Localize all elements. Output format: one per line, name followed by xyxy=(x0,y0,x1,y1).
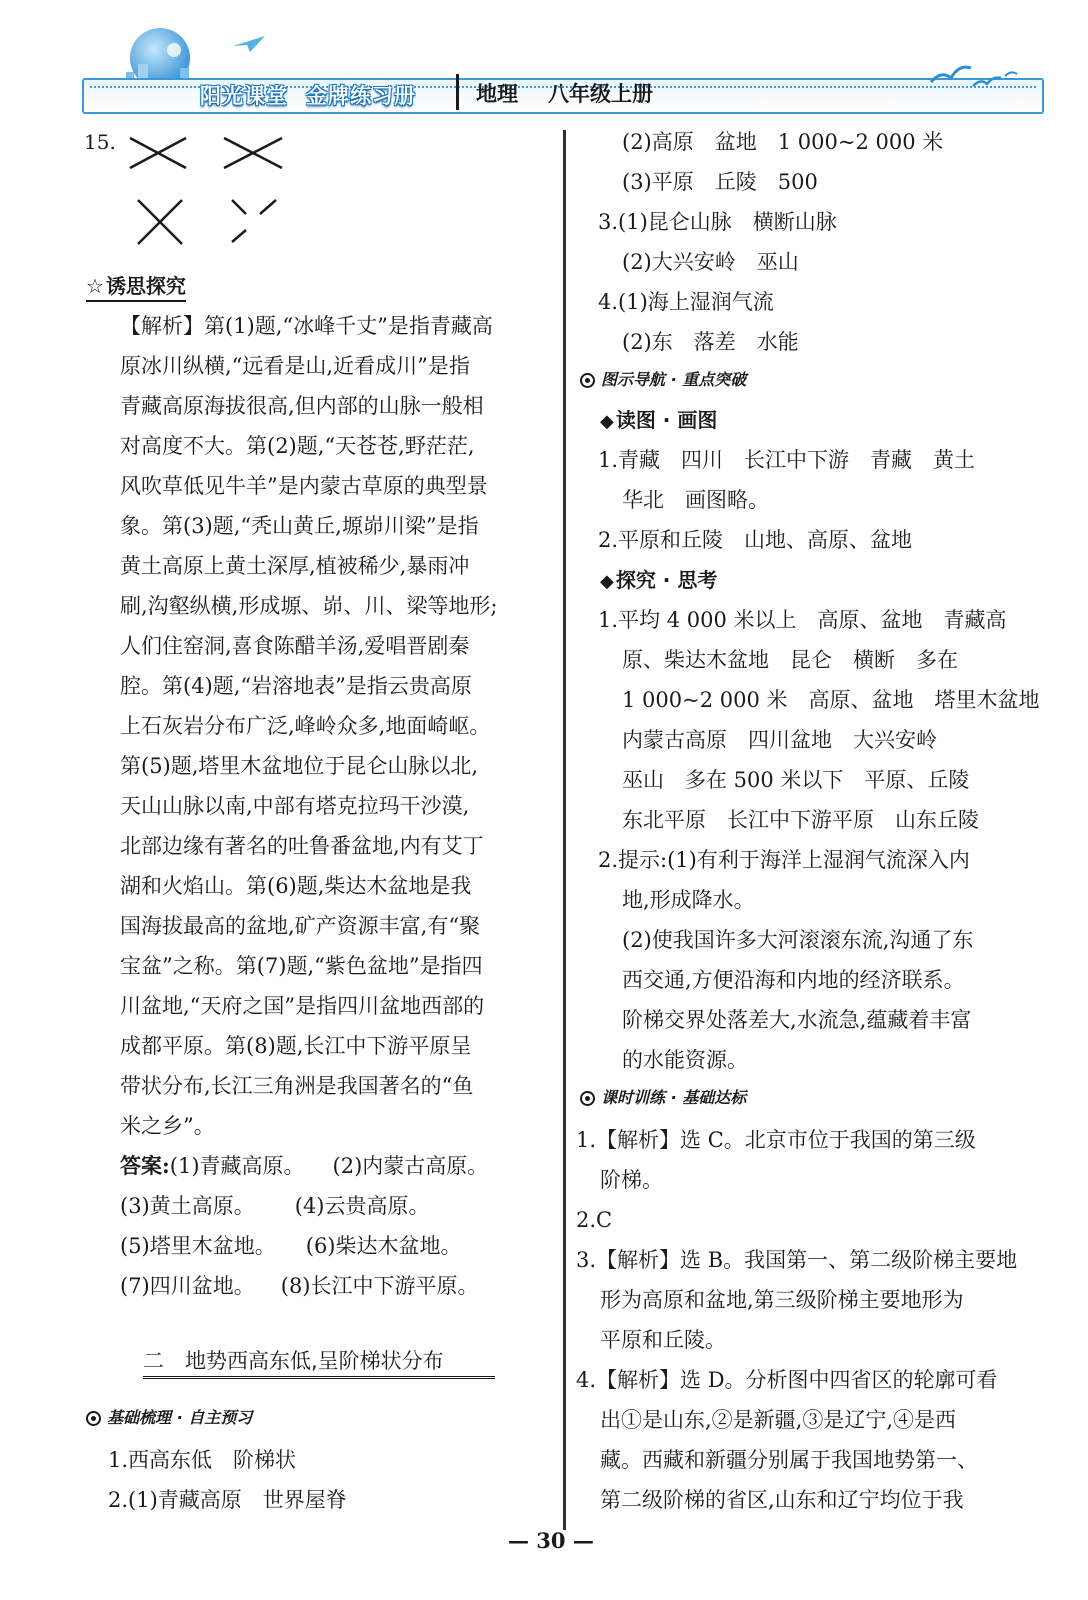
answer-line: (3)平原 丘陵 500 xyxy=(622,170,818,194)
answer-line: 西交通,方便沿海和内地的经济联系。 xyxy=(622,968,965,992)
answer-line: 平原和丘陵。 xyxy=(600,1328,726,1352)
header-separator xyxy=(456,74,459,110)
answer-line: (2)使我国许多大河滚滚东流,沟通了东 xyxy=(622,928,974,952)
answer-label: 答案: xyxy=(120,1153,170,1178)
answer-item: (3)黄土高原。 xyxy=(120,1194,255,1218)
analysis-line: 北部边缘有著名的吐鲁番盆地,内有艾丁 xyxy=(120,834,484,858)
analysis-line: 黄土高原上黄土深厚,植被稀少,暴雨冲 xyxy=(120,554,470,578)
column-divider xyxy=(563,130,566,1530)
analysis-line: 【解析】第(1)题,“冰峰千丈”是指青藏高 xyxy=(120,314,493,338)
answer-item: (4)云贵高原。 xyxy=(294,1194,430,1218)
subheading-read-draw xyxy=(600,406,717,434)
section-tag-text: 图示导航 · 重点突破 xyxy=(601,370,747,389)
answer-line: 2.平原和丘陵 山地、高原、盆地 xyxy=(598,528,913,552)
question-15-number: 15. xyxy=(84,130,116,154)
answer-line: 形为高原和盆地,第三级阶梯主要地形为 xyxy=(600,1288,964,1312)
answer-line: 4.(1)海上湿润气流 xyxy=(598,290,774,314)
star-icon: ☆ xyxy=(86,274,104,298)
answer-line: 4.【解析】选 D。分析图中四省区的轮廓可看 xyxy=(576,1368,998,1392)
answer-row xyxy=(120,1192,430,1220)
subheading-text: 读图 · 画图 xyxy=(615,408,718,432)
answer-line: 的水能资源。 xyxy=(622,1048,748,1072)
answer-line: 2.C xyxy=(576,1208,613,1232)
answer-line: 1.青藏 四川 长江中下游 青藏 黄土 xyxy=(598,448,976,472)
section-tag-map xyxy=(580,368,746,392)
diamond-bullet-icon: ◆ xyxy=(600,411,614,432)
analysis-line: 湖和火焰山。第(6)题,柴达木盆地是我 xyxy=(120,874,472,898)
answer-item: (5)塔里木盆地。 xyxy=(120,1234,276,1258)
answer-row xyxy=(120,1232,462,1260)
answer-line: 1.平均 4 000 米以上 高原、盆地 青藏高 xyxy=(598,608,1007,632)
matching-lines-diagram xyxy=(120,130,300,250)
lesson-title: 二 地势西高东低,呈阶梯状分布 xyxy=(143,1346,495,1379)
answer-row xyxy=(120,1152,488,1180)
analysis-line: 川盆地,“天府之国”是指四川盆地西部的 xyxy=(120,994,485,1018)
analysis-line: 象。第(3)题,“秃山黄丘,塬峁川梁”是指 xyxy=(120,514,479,538)
brand-name-2: 金牌练习册 xyxy=(306,84,416,108)
answer-line: 东北平原 长江中下游平原 山东丘陵 xyxy=(622,808,979,832)
diamond-bullet-icon: ◆ xyxy=(600,571,614,592)
basic-answer-line: 1.西高东低 阶梯状 xyxy=(108,1448,297,1472)
analysis-line: 成都平原。第(8)题,长江中下游平原呈 xyxy=(120,1034,472,1058)
answer-line: 巫山 多在 500 米以下 平原、丘陵 xyxy=(622,768,970,792)
answer-line: 阶梯交界处落差大,水流急,蕴藏着丰富 xyxy=(622,1008,972,1032)
answer-item: (6)柴达木盆地。 xyxy=(305,1234,462,1258)
analysis-line: 带状分布,长江三角洲是我国著名的“鱼 xyxy=(120,1074,474,1098)
answer-item: (2)内蒙古高原。 xyxy=(332,1154,489,1178)
brand-name-1: 阳光课堂 xyxy=(200,84,288,108)
analysis-line: 米之乡”。 xyxy=(120,1114,215,1138)
answer-line: 藏。西藏和新疆分别属于我国地势第一、 xyxy=(600,1448,978,1472)
answer-line: (2)大兴安岭 巫山 xyxy=(622,250,799,274)
answer-line: 2.提示:(1)有利于海洋上湿润气流深入内 xyxy=(598,848,970,872)
section-bullet-icon xyxy=(580,373,595,388)
basic-answer-line: 2.(1)青藏高原 世界屋脊 xyxy=(108,1488,347,1512)
subject-label: 地理 xyxy=(476,82,518,106)
answer-line: 地,形成降水。 xyxy=(622,888,755,912)
subheading-text: 探究 · 思考 xyxy=(615,568,718,592)
section-tag-basic xyxy=(86,1406,252,1430)
answer-line: 1 000~2 000 米 高原、盆地 塔里木盆地 xyxy=(622,688,1040,712)
page-number: — 30 — xyxy=(508,1528,594,1553)
analysis-line: 风吹草低见牛羊”是内蒙古草原的典型景 xyxy=(120,474,488,498)
paper-plane-icon xyxy=(232,34,266,54)
analysis-line: 人们住窑洞,喜食陈醋羊汤,爱唱晋剧秦 xyxy=(120,634,470,658)
answer-line: 3.(1)昆仑山脉 横断山脉 xyxy=(598,210,837,234)
answer-item: (1)青藏高原。 xyxy=(169,1154,305,1178)
section-tag-training xyxy=(580,1086,746,1110)
section-heading-text: 诱思探究 xyxy=(105,274,186,298)
analysis-line: 上石灰岩分布广泛,峰岭众多,地面崎岖。 xyxy=(120,714,491,738)
section-bullet-icon xyxy=(580,1091,595,1106)
answer-line: 华北 画图略。 xyxy=(622,488,769,512)
section-tag-text: 基础梳理 · 自主预习 xyxy=(107,1408,253,1427)
brand-title xyxy=(200,80,434,106)
analysis-line: 对高度不大。第(2)题,“天苍苍,野茫茫, xyxy=(120,434,475,458)
analysis-line: 宝盆”之称。第(7)题,“紫色盆地”是指四 xyxy=(120,954,483,978)
page-header xyxy=(0,0,1088,118)
birds-icon xyxy=(925,56,1035,96)
answer-line: 原、柴达木盆地 昆仑 横断 多在 xyxy=(622,648,958,672)
grade-label: 八年级上册 xyxy=(548,82,653,106)
answer-line: 内蒙古高原 四川盆地 大兴安岭 xyxy=(622,728,937,752)
analysis-line: 青藏高原海拔很高,但内部的山脉一般相 xyxy=(120,394,484,418)
section-bullet-icon xyxy=(86,1411,101,1426)
subheading-explore-think xyxy=(600,566,717,594)
section-heading-inquiry xyxy=(86,272,186,302)
answer-line: 第二级阶梯的省区,山东和辽宁均位于我 xyxy=(600,1488,964,1512)
analysis-line: 刷,沟壑纵横,形成塬、峁、川、梁等地形; xyxy=(120,594,498,618)
analysis-line: 第(5)题,塔里木盆地位于昆仑山脉以北, xyxy=(120,754,479,778)
answer-item: (7)四川盆地。 xyxy=(120,1274,255,1298)
answer-line: (2)东 落差 水能 xyxy=(622,330,799,354)
answer-line: 1.【解析】选 C。北京市位于我国的第三级 xyxy=(576,1128,976,1152)
answer-line: (2)高原 盆地 1 000~2 000 米 xyxy=(622,130,944,154)
answer-line: 阶梯。 xyxy=(600,1168,663,1192)
section-tag-text: 课时训练 · 基础达标 xyxy=(601,1088,747,1107)
analysis-line: 腔。第(4)题,“岩溶地表”是指云贵高原 xyxy=(120,674,472,698)
answer-line: 出①是山东,②是新疆,③是辽宁,④是西 xyxy=(600,1408,957,1432)
analysis-line: 国海拔最高的盆地,矿产资源丰富,有“聚 xyxy=(120,914,481,938)
answer-item: (8)长江中下游平原。 xyxy=(280,1274,479,1298)
answer-line: 3.【解析】选 B。我国第一、第二级阶梯主要地 xyxy=(576,1248,1018,1272)
answer-row xyxy=(120,1272,479,1300)
analysis-line: 原冰川纵横,“远看是山,近看成川”是指 xyxy=(120,354,470,378)
analysis-line: 天山山脉以南,中部有塔克拉玛干沙漠, xyxy=(120,794,470,818)
